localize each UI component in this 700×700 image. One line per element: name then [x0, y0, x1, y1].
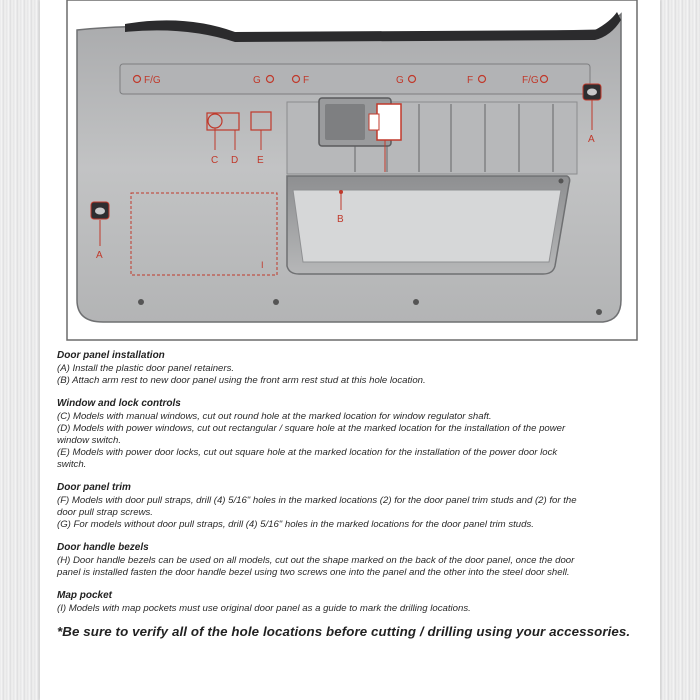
section-title: Window and lock controls	[57, 398, 181, 409]
note-h-cont: panel is installed fasten the door handle bezel using two screws one into the panel and the other into the steel door shell.	[57, 567, 570, 578]
instruction-notes	[57, 350, 642, 638]
label-g-1: G	[253, 75, 261, 86]
note-h: (H) Door handle bezels can be used on all models, cut out the shape marked on the back of the door panel, once the door	[57, 555, 575, 566]
label-f-2: F	[467, 75, 474, 86]
label-a-right: A	[588, 134, 595, 145]
section-window-lock-controls	[57, 398, 642, 471]
section-door-panel-installation	[57, 350, 642, 387]
note-c: (C) Models with manual windows, cut out round hole at the marked location for window regulator shaft.	[57, 411, 492, 422]
label-g-2: G	[396, 75, 404, 86]
note-a: (A) Install the plastic door panel retainers.	[57, 363, 235, 374]
trim-band	[120, 64, 590, 94]
label-e: E	[257, 155, 264, 166]
label-f-1: F	[303, 75, 310, 86]
note-i: (I) Models with map pockets must use original door panel as a guide to mark the drilling locations.	[57, 603, 471, 614]
label-i: I	[261, 260, 264, 270]
note-e-cont: switch.	[57, 459, 87, 470]
label-d: D	[231, 155, 239, 166]
arm-rest-pocket	[287, 176, 570, 274]
section-title: Map pocket	[57, 590, 113, 601]
section-title: Door panel trim	[57, 482, 131, 493]
note-e: (E) Models with power door locks, cut out square hole at the marked location for the installation of the power door lock	[57, 447, 558, 458]
label-f-g-left: F/G	[144, 75, 161, 86]
section-map-pocket	[57, 590, 642, 615]
note-b: (B) Attach arm rest to new door panel using the front arm rest stud at this hole location.	[57, 375, 426, 386]
section-title: Door panel installation	[57, 350, 165, 361]
label-b: B	[337, 214, 344, 225]
door-panel-diagram	[55, 0, 645, 345]
note-d-cont: window switch.	[57, 435, 121, 446]
label-f-g-right: F/G	[522, 75, 539, 86]
section-title: Door handle bezels	[57, 542, 149, 553]
note-f-cont: door pull strap screws.	[57, 507, 153, 518]
section-door-handle-bezels	[57, 542, 642, 579]
note-f: (F) Models with door pull straps, drill (4) 5/16" holes in the marked locations (2) for the door panel trim studs and (2) for the	[57, 495, 577, 506]
verification-warning: *Be sure to verify all of the hole locations before cutting / drilling using your accessories.	[57, 624, 631, 639]
note-g: (G) For models without door pull straps, drill (4) 5/16" holes in the marked locations for the door panel trim studs.	[57, 519, 534, 530]
label-a-left: A	[96, 250, 103, 261]
note-d: (D) Models with power windows, cut out rectangular / square hole at the marked location for the installation of the power	[57, 423, 566, 434]
label-c: C	[211, 155, 219, 166]
section-door-panel-trim	[57, 482, 642, 531]
